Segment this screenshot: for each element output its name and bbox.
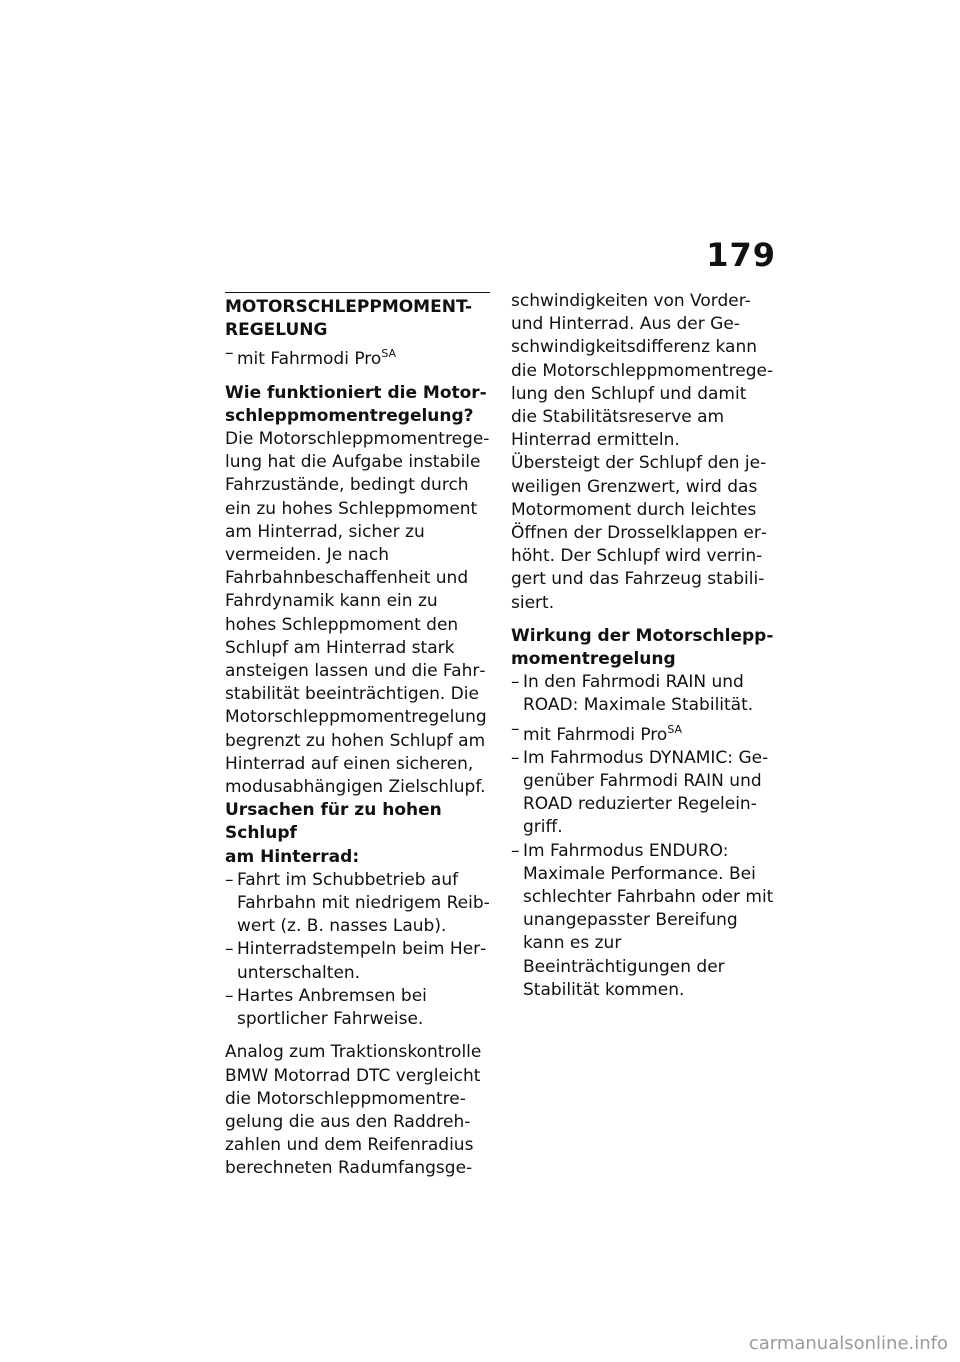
exceed-paragraph: Übersteigt der Schlupf den jeweiligen Grenzwert, wird das Motormoment durch leichtes Öffnen der Drosselklappen erhöht. Der Schlupf wird verringert und das Fahrzeug stabilisiert. <box>511 453 767 613</box>
cause-item-text: Hartes Anbremsen bei sportlicher Fahrweise. <box>237 985 427 1030</box>
section-rule <box>225 292 490 293</box>
mode-note-1 <box>225 342 491 371</box>
effect-item: – Im Fahrmodus ENDURO: Maximale Performance. Bei schlechter Fahrbahn oder mit unangepasster Bereifung kann es zur Beeinträchtigungen der Stabilität kommen. <box>511 840 777 1002</box>
effect-item: – Im Fahrmodus DYNAMIC: Gegenüber Fahrmodi RAIN und ROAD reduzierter Regeleingriff. <box>511 747 777 840</box>
cause-item: – Fahrt im Schubbetrieb auf Fahrbahn mit niedrigem Reibwert (z. B. nasses Laub). <box>225 869 491 939</box>
effect-title-line-1: Wirkung der Motorschlepp- <box>511 625 774 646</box>
effect-item: – In den Fahrmodi RAIN und ROAD: Maximale Stabilität. <box>511 671 777 717</box>
continued-paragraph: schwindigkeiten von Vorder- und Hinterrad. Aus der Geschwindigkeitsdifferenz kann die Motorschleppmomentregelung den Schlupf und damit die Stabilitätsreserve am Hinterrad ermitteln. <box>511 291 774 451</box>
section-title-line-2: REGELUNG <box>225 320 328 341</box>
effect-title-line-2: momentregelung <box>511 649 676 670</box>
cause-item: – Hartes Anbremsen bei sportlicher Fahrweise. <box>225 985 491 1031</box>
causes-title-line-1: Ursachen für zu hohen Schlupf <box>225 800 442 844</box>
effect-item-text: Im Fahrmodus DYNAMIC: Gegenüber Fahrmodi RAIN und ROAD reduzierter Regeleingriff. <box>523 747 769 838</box>
left-column <box>225 292 491 1181</box>
cause-item-text: Hinterradstempeln beim Herunterschalten. <box>237 939 487 983</box>
question-title-line-1: Wie funktioniert die Motor- <box>225 382 487 403</box>
watermark: carmanualsonline.info <box>748 1333 948 1354</box>
page-number: 179 <box>706 236 776 274</box>
dash: – <box>225 343 234 364</box>
section-title-line-1: MOTORSCHLEPPMOMENT- <box>225 297 473 317</box>
mode-note-2: – mit Fahrmodi Pro$^{SA}$ <box>511 718 683 745</box>
effect-item-text: Im Fahrmodus ENDURO: Maximale Performance. Bei schlechter Fahrbahn oder mit unangepasster Bereifung kann es zur Beeinträchtigungen der Stabilität kommen. <box>523 840 774 1000</box>
mode-note-text: mit Fahrmodi Pro <box>523 724 668 745</box>
causes-title-line-2: am Hinterrad: <box>225 846 360 867</box>
effect-item-text: In den Fahrmodi RAIN und ROAD: Maximale Stabilität. <box>523 672 754 716</box>
analog-paragraph: Analog zum Traktionskontrolle BMW Motorrad DTC vergleicht die Motorschleppmomentregelung die aus den Raddrehzahlen und dem Reifenradius berechneten Radumfangsge- <box>225 1042 482 1179</box>
mode-note-sup: SA <box>381 347 397 361</box>
intro-paragraph: Die Motorschleppmomentregelung hat die Aufgabe instabile Fahrzustände, bedingt durch ein zu hohes Schleppmoment am Hinterrad, sicher zu vermeiden. Je nach Fahrbahnbeschaffenheit und Fahrdynamik kann ein zu hohes Schleppmoment den Schlupf am Hinterrad stark ansteigen lassen und die Fahrstabilität beeinträchtigen. Die Motorschleppmomentregelung begrenzt zu hohen Schlupf am Hinterrad auf einen sicheren, modusabhängigen Zielschlupf. <box>225 429 490 798</box>
right-column <box>511 290 777 1002</box>
mode-note-text: mit Fahrmodi Pro <box>237 349 382 370</box>
mode-note-sup: SA <box>667 722 683 736</box>
cause-item-text: Fahrt im Schubbetrieb auf Fahrbahn mit niedrigem Reibwert (z. B. nasses Laub). <box>237 869 490 937</box>
cause-item: – Hinterradstempeln beim Herunterschalten. <box>225 938 491 984</box>
question-title-line-2: schleppmomentregelung? <box>225 405 474 426</box>
